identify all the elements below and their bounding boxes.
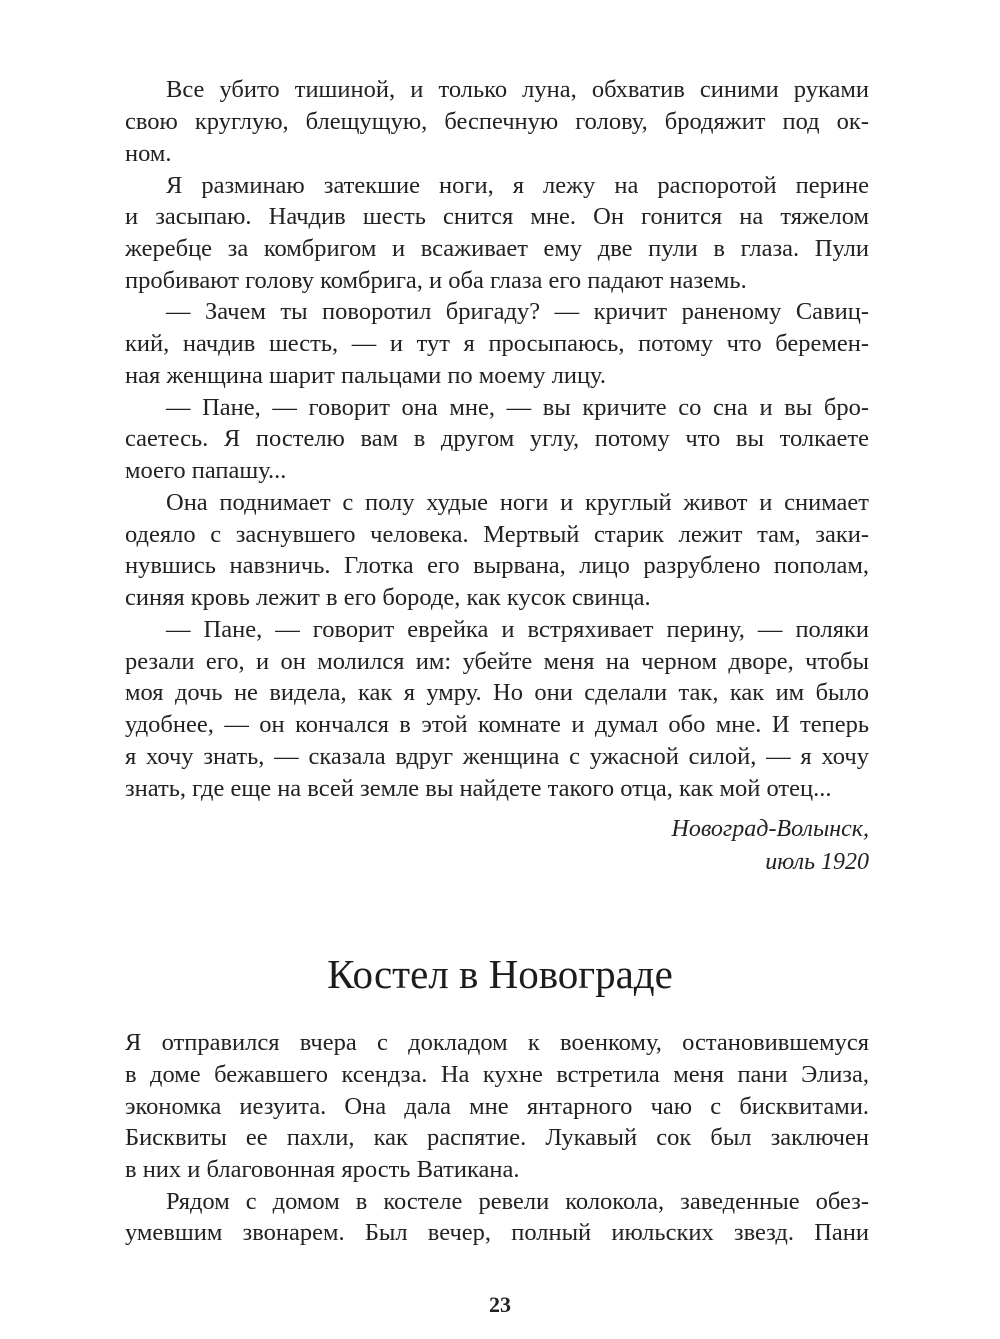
dateline-place: Новоград-Волынск, [671, 816, 869, 842]
text-line: синяя кровь лежит в его бороде, как кусок свинца. [125, 584, 651, 611]
text-line: ная женщина шарит пальцами по моему лицу. [125, 362, 606, 389]
text-line: одеяло с заснувшего человека. Мертвый старик лежит там, заки- [125, 521, 869, 548]
text-line: я хочу знать, — сказала вдруг женщина с ужасной силой, — я хочу [125, 743, 869, 770]
text-line: нувшись навзничь. Глотка его вырвана, лицо разрублено пополам, [125, 552, 869, 579]
text-line: резали его, и он молился им: убейте меня на черном дворе, чтобы [125, 648, 869, 675]
text-line: — Зачем ты поворотил бригаду? — кричит раненому Савиц- [166, 298, 869, 325]
text-line: моя дочь не видела, как я умру. Но они сделали так, как им было [125, 679, 869, 706]
text-line: кий, начдив шесть, — и тут я просыпаюсь, потому что беремен- [125, 330, 869, 357]
page-number: 23 [489, 1292, 511, 1317]
text-line: экономка иезуита. Она дала мне янтарного чаю с бисквитами. [125, 1093, 869, 1120]
text-line: — Пане, — говорит еврейка и встряхивает перину, — поляки [166, 616, 869, 643]
text-line: Она поднимает с полу худые ноги и круглый живот и снимает [166, 489, 869, 516]
text-line: в них и благовонная ярость Ватикана. [125, 1156, 520, 1183]
text-line: моего папашу... [125, 457, 287, 484]
text-line: и засыпаю. Начдив шесть снится мне. Он гонится на тяжелом [125, 203, 869, 230]
text-line: жеребце за комбригом и всаживает ему две пули в глаза. Пули [125, 235, 869, 262]
text-line: — Пане, — говорит она мне, — вы кричите со сна и вы бро- [166, 394, 869, 421]
text-line: ном. [125, 140, 172, 167]
text-line: удобнее, — он кончался в этой комнате и думал обо мне. И теперь [125, 711, 869, 738]
text-line: в доме бежавшего ксендза. На кухне встретила меня пани Элиза, [125, 1061, 869, 1088]
text-line: пробивают голову комбрига, и оба глаза его падают наземь. [125, 267, 747, 294]
text-line: Я отправился вчера с докладом к военкому, остановившемуся [125, 1029, 869, 1056]
dateline-date: июль 1920 [765, 849, 869, 875]
text-line: умевшим звонарем. Был вечер, полный июльских звезд. Пани [125, 1219, 869, 1246]
chapter-title: Костел в Новограде [327, 951, 673, 997]
text-line: Все убито тишиной, и только луна, обхватив синими руками [166, 76, 869, 103]
text-line: саетесь. Я постелю вам в другом углу, потому что вы толкаете [125, 425, 869, 452]
text-line: Рядом с домом в костеле ревели колокола, заведенные обез- [166, 1188, 869, 1215]
text-line: знать, где еще на всей земле вы найдете такого отца, как мой отец... [125, 775, 832, 802]
text-line: Бисквиты ее пахли, как распятие. Лукавый сок был заключен [125, 1124, 869, 1151]
text-line: Я разминаю затекшие ноги, я лежу на распоротой перине [166, 172, 869, 199]
text-line: свою круглую, блещущую, беспечную голову, бродяжит под ок- [125, 108, 869, 135]
